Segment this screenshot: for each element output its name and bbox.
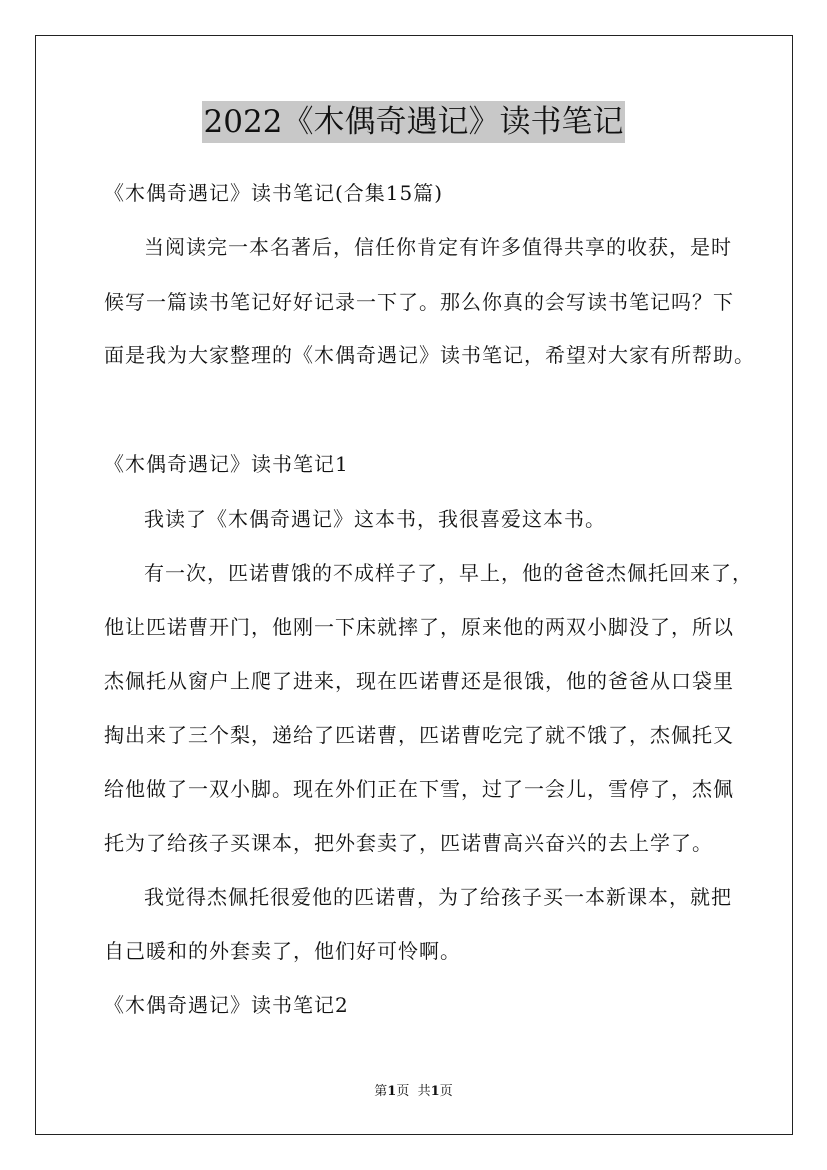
subtitle: 《木偶奇遇记》读书笔记(合集15篇) <box>104 181 444 205</box>
footer-total-prefix: 共 <box>417 1084 431 1099</box>
section-heading: 《木偶奇遇记》读书笔记1 <box>104 452 349 476</box>
intro-line: 候写一篇读书笔记好好记录一下了。那么你真的会写读书笔记吗？下 <box>104 290 734 314</box>
paragraph-line: 杰佩托从窗户上爬了进来，现在匹诺曹还是很饿，他的爸爸从口袋里 <box>104 669 734 693</box>
footer-page-number: 1 <box>387 1084 397 1099</box>
intro-line: 当阅读完一本名著后，信任你肯定有许多值得共享的收获，是时 <box>144 235 732 259</box>
footer-total-suffix: 页 <box>439 1084 453 1099</box>
footer-page-suffix: 页 <box>396 1084 410 1099</box>
paragraph-line: 我觉得杰佩托很爱他的匹诺曹，为了给孩子买一本新课本，就把 <box>144 885 732 909</box>
paragraph-line: 给他做了一双小脚。现在外们正在下雪，过了一会儿，雪停了，杰佩 <box>104 777 734 801</box>
paragraph-line: 掏出来了三个梨，递给了匹诺曹，匹诺曹吃完了就不饿了，杰佩托又 <box>104 723 734 747</box>
document-title: 2022《木偶奇遇记》读书笔记 <box>202 101 626 143</box>
page-footer <box>0 1084 827 1100</box>
section-heading: 《木偶奇遇记》读书笔记2 <box>104 993 349 1017</box>
title-container <box>0 101 827 143</box>
paragraph-line: 我读了《木偶奇遇记》这本书，我很喜爱这本书。 <box>144 507 606 531</box>
paragraph-line: 有一次，匹诺曹饿的不成样子了，早上，他的爸爸杰佩托回来了， <box>144 561 753 585</box>
paragraph-line: 托为了给孩子买课本，把外套卖了，匹诺曹高兴奋兴的去上学了。 <box>104 831 713 855</box>
paragraph-line: 他让匹诺曹开门，他刚一下床就摔了，原来他的两双小脚没了，所以 <box>104 615 734 639</box>
footer-prefix: 第 <box>374 1084 388 1099</box>
footer-total-pages: 1 <box>430 1084 440 1099</box>
intro-line: 面是我为大家整理的《木偶奇遇记》读书笔记，希望对大家有所帮助。 <box>104 343 755 367</box>
paragraph-line: 自己暖和的外套卖了，他们好可怜啊。 <box>104 939 461 963</box>
